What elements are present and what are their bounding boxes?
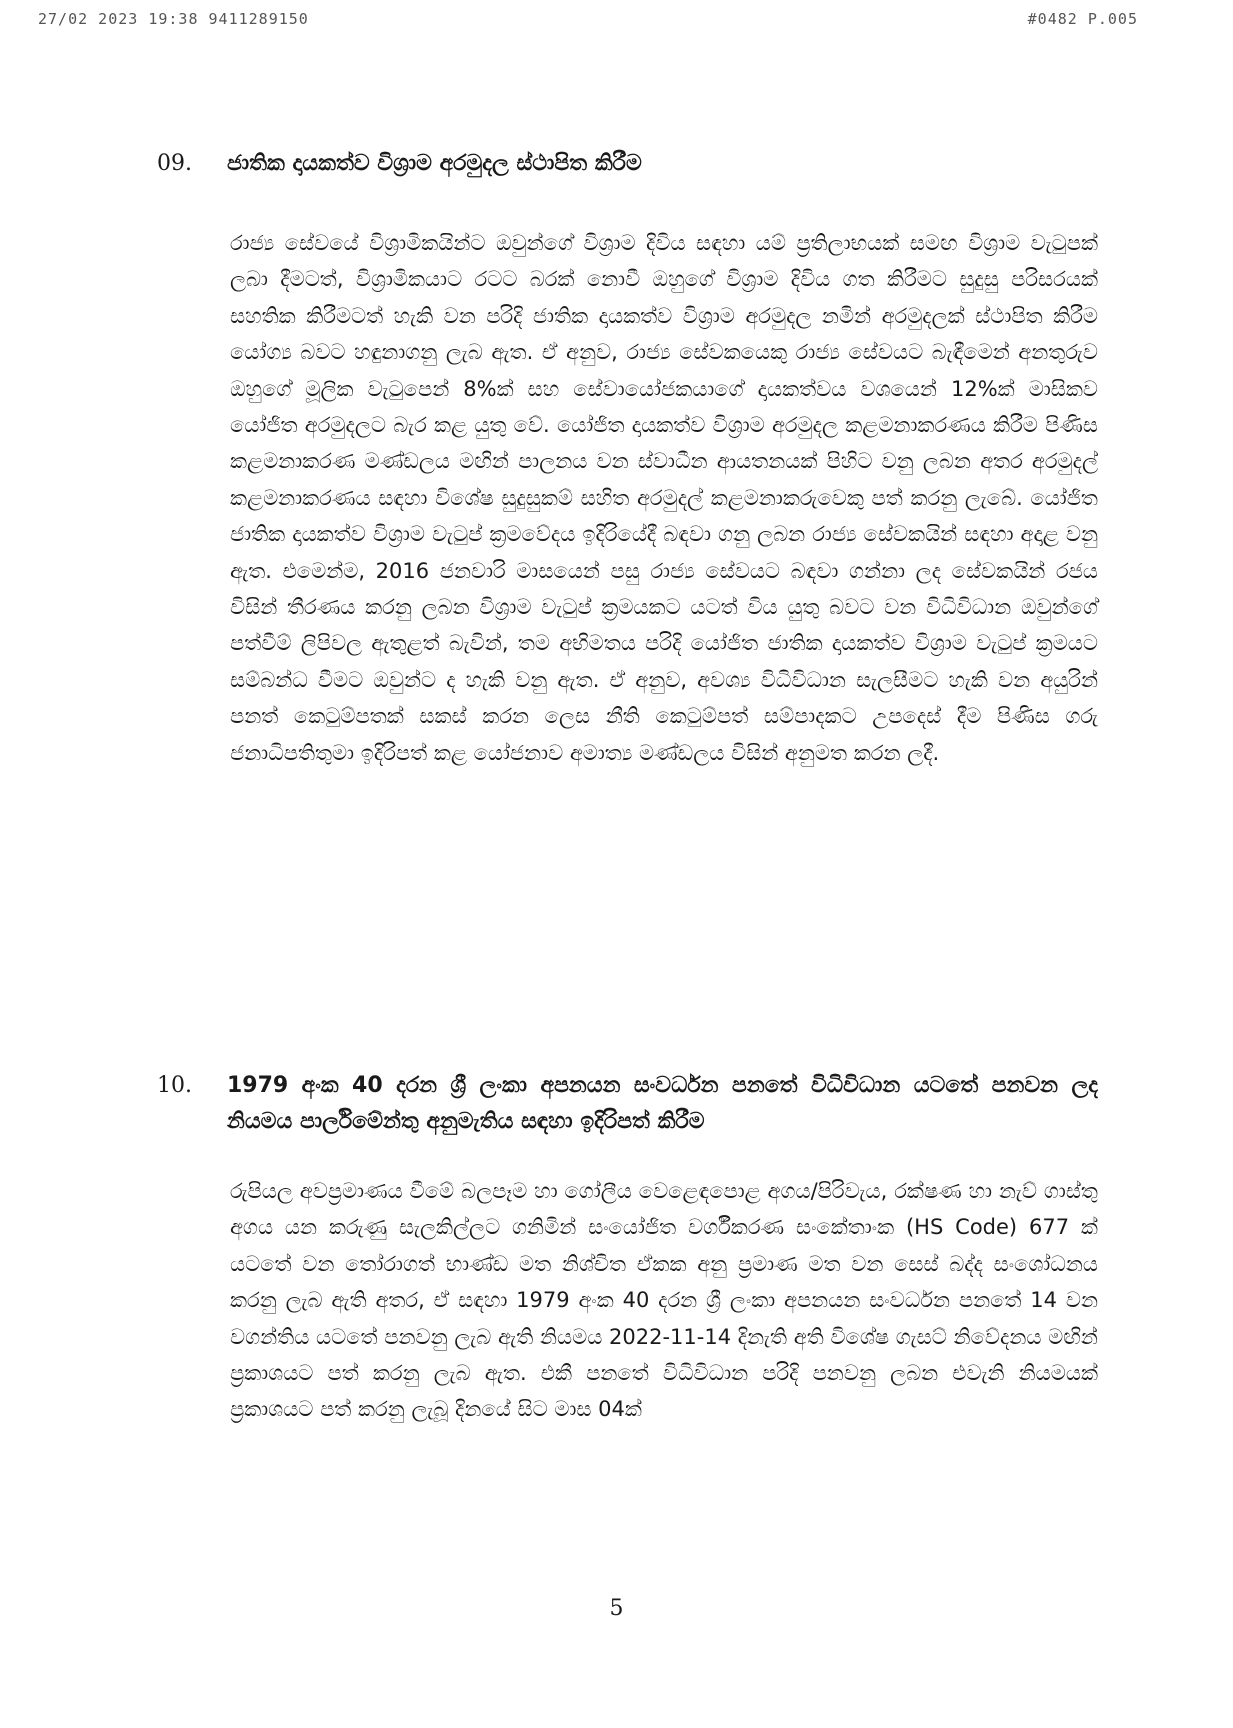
section-title: 1979 අංක 40 දරන ශ්‍රී ලංකා අපනයන සංවර්ධන පනතේ විධිවිධාන යටතේ පනවන ලද නියමය පාර්ලිමේන්තු අනුමැතිය සඳහා ඉදිරිපත් කිරීම xyxy=(227,1073,1098,1134)
section-heading xyxy=(157,146,1098,182)
section-body: රුපියල අවප්‍රමාණය වීමේ බලපෑම හා ගෝලීය වෙළෙඳපොළ අගය/පිරිවැය, රක්ෂණ හා නැව් ගාස්තු අගය යන කරුණු සැලකිල්ලට ගනිමින් සංයෝජිත වර්ගීකරණ සංකේතාංක (HS Code) 677 ක් යටතේ වන තෝරාගත් භාණ්ඩ මත නිශ්චිත ඒකක අනු ප්‍රමාණ මත වන සෙස් බද්ද සංශෝධනය කරනු ලැබ ඇති අතර, ඒ සඳහා 1979 අංක 40 දරන ශ්‍රී ලංකා අපනයන සංවර්ධන පනතේ 14 වන වගන්තිය යටතේ පනවනු ලැබ ඇති නියමය 2022-11-14 දිනැති අති විශේෂ ගැසට් නිවේදනය මඟින් ප්‍රකාශයට පත් කරනු ලැබ ඇත. එකී පනතේ විධිවිධාන පරිදි පනවනු ලබන එවැනි නියමයක් ප්‍රකාශයට පත් කරනු ලැබූ දිනයේ සිට මාස 04ක් xyxy=(230,1179,1098,1422)
fax-header-page-ref: #0482 P.005 xyxy=(1027,10,1138,28)
section-title: ජාතික දායකත්ව විශ්‍රාම අරමුදල ස්ථාපිත කිරීම xyxy=(227,151,642,176)
section-heading xyxy=(157,1068,1098,1140)
page-number: 5 xyxy=(609,1596,624,1621)
section-number: 09. xyxy=(157,151,192,176)
section-10 xyxy=(157,1068,1098,1428)
section-09 xyxy=(157,146,1098,771)
fax-header-date-sender: 27/02 2023 19:38 9411289150 xyxy=(38,10,309,28)
section-number: 10. xyxy=(157,1073,192,1098)
section-body: රාජ්‍ය සේවයේ විශ්‍රාමිකයින්ට ඔවුන්ගේ විශ්‍රාම දිවිය සඳහා යම් ප්‍රතිලාභයක් සමඟ විශ්‍රාම වැටුපක් ලබා දීමටත්, විශ්‍රාමිකයාට රටට බරක් නොවී ඔහුගේ විශ්‍රාම දිවිය ගත කිරීමට සුදුසු පරිසරයක් සහතික කිරීමටත් හැකි වන පරිදි ජාතික දායකත්ව විශ්‍රාම අරමුදල නමින් අරමුදලක් ස්ථාපිත කිරීම යෝග්‍ය බවට හඳුනාගනු ලැබ ඇත. ඒ අනුව, රාජ්‍ය සේවකයෙකු රාජ්‍ය සේවයට බැඳීමෙන් අනතුරුව ඔහුගේ මූලික වැටුපෙන් 8%ක් සහ සේවායෝජකයාගේ දායකත්වය වශයෙන් 12%ක් මාසිකව යෝජිත අරමුදලට බැර කළ යුතු වේ. යෝජිත දායකත්ව විශ්‍රාම අරමුදල කළමනාකරණය කිරීම පිණිස කළමනාකරණ මණ්ඩලය මඟින් පාලනය වන ස්වාධීන ආයතනයක් පිහිට වනු ලබන අතර අරමුදල් කළමනාකරණය සඳහා විශේෂ සුදුසුකම් සහිත අරමුදල් කළමනාකරුවෙකු පත් කරනු ලැබේ. යෝජිත ජාතික දායකත්ව විශ්‍රාම වැටුප් ක්‍රමවේදය ඉදිරියේදී බඳවා ගනු ලබන රාජ්‍ය සේවකයින් සඳහා අදාළ වනු ඇත. එමෙන්ම, 2016 ජනවාරි මාසයෙන් පසු රාජ්‍ය සේවයට බඳවා ගන්නා ලද සේවකයින් රජය විසින් තීරණය කරනු ලබන විශ්‍රාම වැටුප් ක්‍රමයකට යටත් විය යුතු බවට වන විධිවිධාන ඔවුන්ගේ පත්වීම් ලිපිවල ඇතුළත් බැවින්, තම අභිමතය පරිදි යෝජිත ජාතික දායකත්ව විශ්‍රාම වැටුප් ක්‍රමයට සම්බන්ධ වීමට ඔවුන්ට ද හැකි වනු ඇත. ඒ අනුව, අවශ්‍ය විධිවිධාන සැලසීමට හැකි වන අයුරින් පනත් කෙටුම්පතක් සකස් කරන ලෙස නීති කෙටුම්පත් සම්පාදකට උපදෙස් දීම පිණිස ගරු ජනාධිපතිතුමා ඉදිරිපත් කළ යෝජනාව අමාත්‍ය මණ්ඩලය විසින් අනුමත කරන ලදී. xyxy=(230,231,1098,765)
